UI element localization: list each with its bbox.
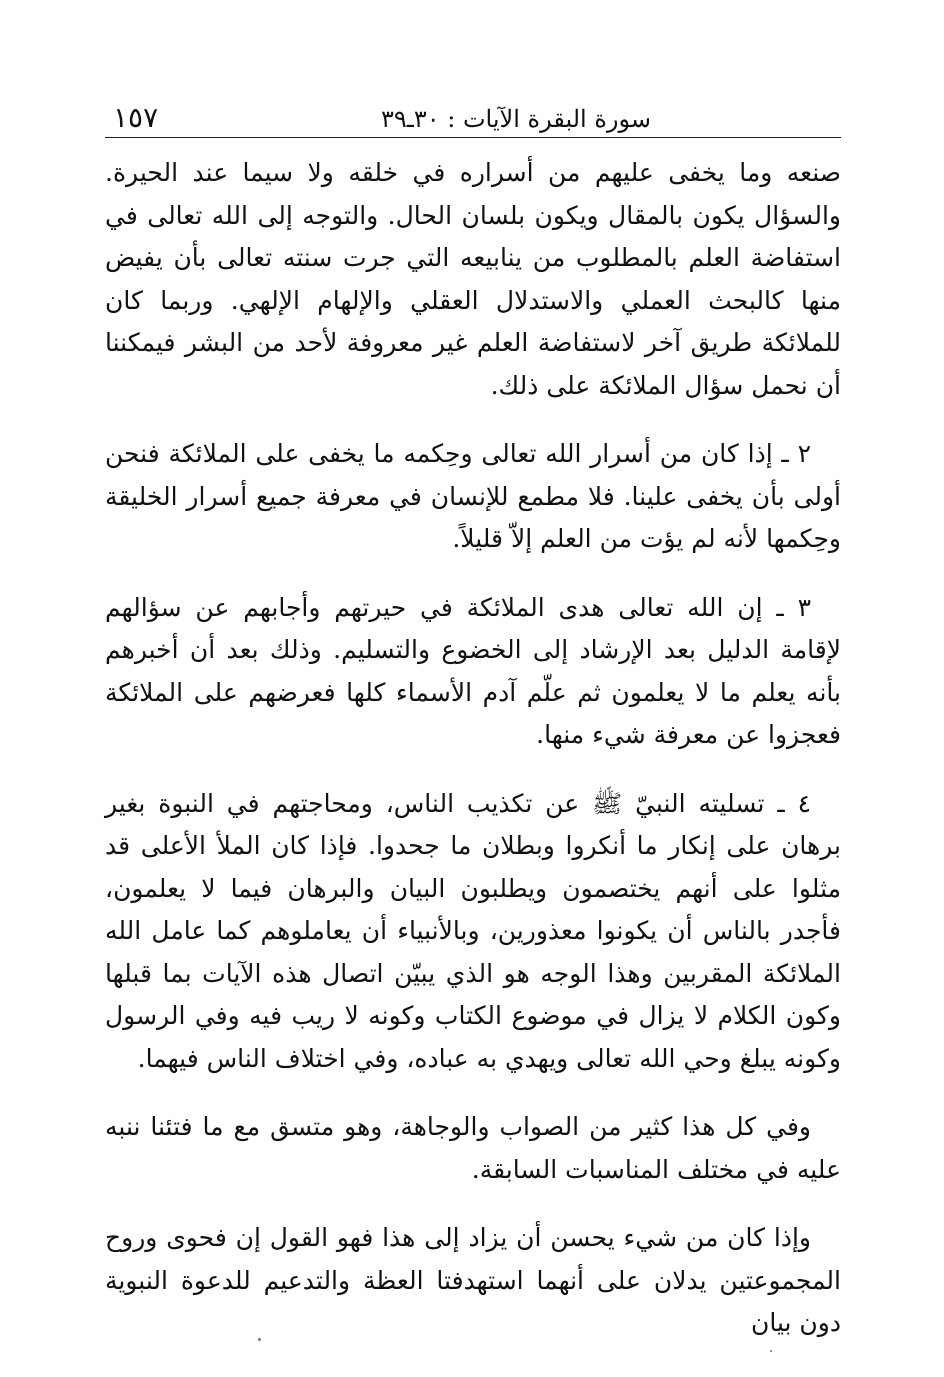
paragraph-closing: وإذا كان من شيء يحسن أن يزاد إلى هذا فهو القول إن فحوى وروح المجموعتين يدلان على أنهما استهدفتا العظة والتدعيم للدعوة النبوية دون بيان <box>105 1223 841 1337</box>
page-header <box>105 98 841 138</box>
paragraph-continuation: صنعه وما يخفى عليهم من أسراره في خلقه ولا سيما عند الحيرة. والسؤال يكون بالمقال ويكون بلسان الحال. والتوجه إلى الله تعالى في استفاضة العلم بالمطلوب من ينابيعه التي جرت سنته تعالى بأن يفيض منها كالبحث العملي والاستدلال العقلي والإلهام الإلهي. وربما كان للملائكة طريق آخر لاستفاضة العلم غير معروفة لأحد من البشر فيمكننا أن نحمل سؤال الملائكة على ذلك. <box>105 158 841 400</box>
scan-speck <box>770 1350 772 1352</box>
paragraph-point-2: ٢ ـ إذا كان من أسرار الله تعالى وحِكمه ما يخفى على الملائكة فنحن أولى بأن يخفى علينا. فلا مطمع للإنسان في معرفة جميع أسرار الخليقة وحِكمها لأنه لم يؤت من العلم إلاّ قليلاً. <box>105 439 841 553</box>
paragraph-commentary: وفي كل هذا كثير من الصواب والوجاهة، وهو متسق مع ما فتئنا ننبه عليه في مختلف المناسبات السابقة. <box>105 1112 841 1184</box>
page-body <box>105 152 841 1371</box>
paragraph-point-4: ٤ ـ تسليته النبيّ ﷺ عن تكذيب الناس، ومحاجتهم في النبوة بغير برهان على إنكار ما أنكروا وبطلان ما جحدوا. فإذا كان الملأ الأعلى قد مثلوا على أنهم يختصمون ويطلبون البيان والبرهان فيما لا يعلمون، فأجدر بالناس أن يكونوا معذورين، وبالأنبياء أن يعاملوهم كما عامل الله الملائكة المقربين وهذا الوجه هو الذي يبيّن اتصال هذه الآيات بما قبلها وكون الكلام لا يزال في موضوع الكتاب وكونه لا ريب فيه وفي الرسول وكونه يبلغ وحي الله تعالى ويهدي به عباده، وفي اختلاف الناس فيهما. <box>105 788 841 1073</box>
page-number: ١٥٧ <box>113 101 159 134</box>
header-rule <box>105 137 841 138</box>
scan-speck <box>258 1338 261 1341</box>
paragraph-point-3: ٣ ـ إن الله تعالى هدى الملائكة في حيرتهم وأجابهم عن سؤالهم لإقامة الدليل بعد الإرشاد إلى الخضوع والتسليم. وذلك بعد أن أخبرهم بأنه يعلم ما لا يعلمون ثم علّم آدم الأسماء كلها فعرضهم على الملائكة فعجزوا عن معرفة شيء منها. <box>105 592 841 749</box>
running-title: سورة البقرة الآيات : ٣٠ـ٣٩ <box>381 105 651 133</box>
